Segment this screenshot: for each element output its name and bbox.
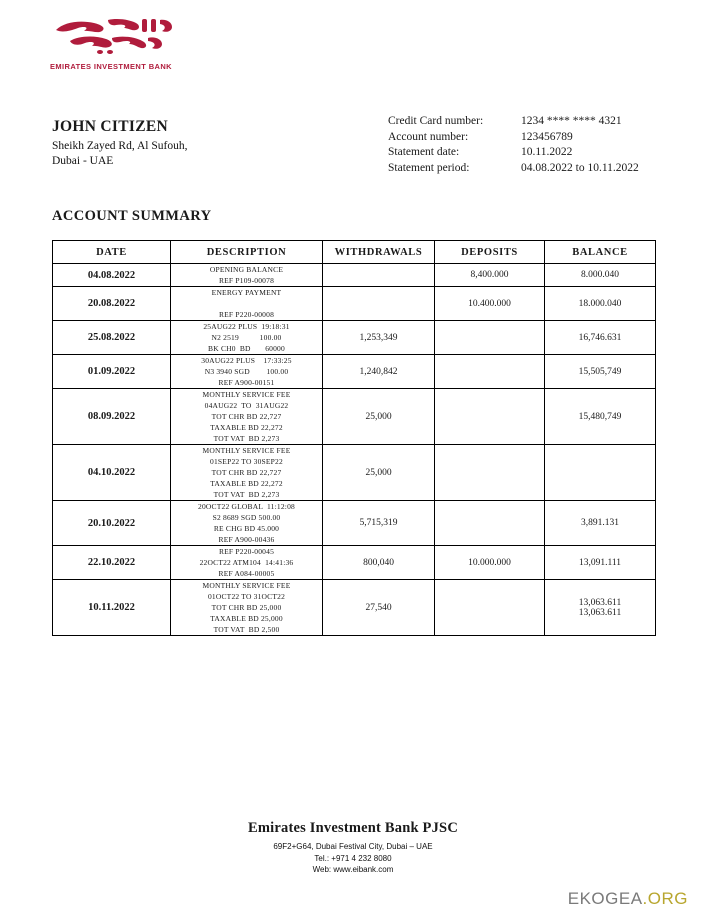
cell-description	[171, 580, 323, 636]
description-line: MONTHLY SERVICE FEE	[202, 581, 291, 590]
cell-date: 25.08.2022	[53, 321, 171, 355]
account-info-row	[388, 145, 678, 161]
cell-balance	[545, 287, 656, 321]
statement-table-wrapper	[52, 240, 655, 636]
cell-withdrawals	[323, 389, 435, 445]
cell-withdrawals	[323, 546, 435, 580]
footer-website: Web: www.eibank.com	[312, 865, 394, 874]
cell-withdrawals-value: 800,040	[363, 557, 394, 568]
description-line: TOT CHR BD 22,727	[211, 412, 282, 421]
cell-deposits-value: 10.400.000	[468, 298, 511, 309]
description-line: 01SEP22 TO 30SEP22	[210, 457, 283, 466]
description-line: MONTHLY SERVICE FEE	[202, 390, 291, 399]
cell-withdrawals-value: 25,000	[365, 411, 392, 422]
cell-withdrawals	[323, 501, 435, 546]
cell-withdrawals-value	[323, 270, 434, 280]
cell-date: 01.09.2022	[53, 355, 171, 389]
cell-balance	[545, 501, 656, 546]
cell-deposits	[435, 501, 545, 546]
customer-name: JOHN CITIZEN	[52, 118, 168, 135]
cell-deposits	[435, 355, 545, 389]
cell-deposits	[435, 287, 545, 321]
column-header-description: DESCRIPTION	[171, 241, 323, 264]
cell-date: 20.08.2022	[53, 287, 171, 321]
cell-date: 08.09.2022	[53, 389, 171, 445]
statement-table	[52, 240, 656, 636]
description-line: BK CH0 BD 60000	[208, 344, 285, 353]
description-line: REF P220-00008	[218, 310, 275, 319]
description-line: REF P109-00078	[218, 276, 275, 285]
table-row	[53, 264, 656, 287]
description-line: REF A900-00436	[218, 535, 275, 544]
cell-withdrawals	[323, 264, 435, 287]
description-line: TOT VAT BD 2,500	[213, 625, 280, 634]
cell-deposits	[435, 580, 545, 636]
column-header-date: DATE	[53, 241, 171, 264]
cell-deposits-value	[435, 333, 544, 343]
table-row	[53, 501, 656, 546]
cell-balance	[545, 389, 656, 445]
cell-withdrawals-value: 5,715,319	[359, 518, 398, 528]
arabic-calligraphy-logo	[50, 14, 175, 58]
page-title: ACCOUNT SUMMARY	[52, 208, 212, 224]
cell-balance-value: 13,063.611	[578, 597, 622, 608]
cell-balance-value: 13,091.111	[578, 557, 622, 568]
cell-balance-value	[545, 468, 655, 478]
footer-telephone: Tel.: +971 4 232 8080	[314, 853, 392, 863]
cell-description	[171, 264, 323, 287]
cell-deposits-value	[435, 468, 544, 478]
cell-deposits-value	[435, 412, 544, 422]
description-line: REF A084-00005	[218, 569, 275, 578]
cell-description	[171, 546, 323, 580]
table-row	[53, 546, 656, 580]
cell-withdrawals-value	[323, 299, 434, 309]
cell-withdrawals	[323, 321, 435, 355]
description-line: ENERGY PAYMENT	[211, 288, 282, 297]
cell-description	[171, 321, 323, 355]
cell-withdrawals	[323, 580, 435, 636]
description-line: 22OCT22 ATM104 14:41:36	[199, 558, 294, 567]
description-line: S2 8689 SGD 500.00	[212, 513, 281, 522]
cell-deposits-value	[435, 367, 544, 377]
cell-date: 04.10.2022	[53, 445, 171, 501]
cell-deposits-value	[435, 603, 544, 613]
description-line: OPENING BALANCE	[209, 265, 284, 274]
cell-balance-value: 15,480,749	[578, 411, 622, 422]
credit-card-number-label: Credit Card number:	[388, 115, 484, 127]
footer-address: 69F2+G64, Dubai Festival City, Dubai – UAE	[273, 842, 433, 851]
cell-withdrawals	[323, 445, 435, 501]
description-line: RE CHG BD 45.000	[213, 524, 280, 533]
description-line	[171, 298, 322, 309]
cell-description	[171, 355, 323, 389]
account-number-value: 123456789	[521, 130, 573, 143]
cell-balance	[545, 445, 656, 501]
description-line: TOT CHR BD 22,727	[211, 468, 282, 477]
table-row	[53, 355, 656, 389]
cell-deposits	[435, 264, 545, 287]
footer	[0, 820, 706, 876]
table-row	[53, 321, 656, 355]
cell-withdrawals	[323, 355, 435, 389]
table-row	[53, 287, 656, 321]
cell-withdrawals-value: 27,540	[365, 602, 392, 613]
table-row	[53, 445, 656, 501]
description-line: TOT CHR BD 25,000	[211, 603, 282, 612]
bank-logo-block	[50, 14, 250, 71]
cell-withdrawals-value: 25,000	[365, 467, 392, 478]
statement-date-label: Statement date:	[388, 146, 460, 158]
statement-date-value: 10.11.2022	[521, 146, 573, 158]
description-line: TAXABLE BD 25,000	[210, 614, 283, 623]
description-line: 04AUG22 TO 31AUG22	[204, 401, 289, 410]
cell-balance-value: 15,505,749	[578, 366, 622, 377]
cell-description	[171, 287, 323, 321]
cell-deposits	[435, 321, 545, 355]
account-info-block	[388, 114, 678, 176]
description-line: N2 2519 100.00	[211, 333, 282, 342]
cell-date: 04.08.2022	[53, 264, 171, 287]
description-line: TOT VAT BD 2,273	[213, 490, 280, 499]
table-row	[53, 389, 656, 445]
watermark	[568, 889, 688, 909]
cell-balance-value: 13,063.611	[578, 607, 622, 618]
watermark-main: EKOGEA	[567, 889, 643, 908]
cell-description	[171, 389, 323, 445]
description-line: 25AUG22 PLUS 19:18:31	[203, 322, 290, 331]
cell-balance-value: 3,891.131	[581, 518, 619, 528]
bank-logo-name: EMIRATES INVESTMENT BANK	[50, 62, 172, 71]
description-line: MONTHLY SERVICE FEE	[202, 446, 291, 455]
description-line: TAXABLE BD 22,272	[210, 479, 283, 488]
cell-date: 22.10.2022	[53, 546, 171, 580]
customer-address-line-2: Dubai - UAE	[52, 155, 114, 167]
description-line: TOT VAT BD 2,273	[213, 434, 280, 443]
cell-date: 20.10.2022	[53, 501, 171, 546]
cell-balance	[545, 355, 656, 389]
description-line: N3 3940 SGD 100.00	[204, 367, 289, 376]
cell-withdrawals	[323, 287, 435, 321]
account-info-row	[388, 114, 678, 130]
description-line: 20OCT22 GLOBAL 11:12:08	[198, 502, 295, 511]
cell-deposits-value	[435, 518, 544, 528]
column-header-withdrawals: WITHDRAWALS	[323, 241, 435, 264]
watermark-suffix: .ORG	[642, 889, 688, 908]
credit-card-number-value: 1234 **** **** 4321	[521, 115, 622, 127]
cell-description	[171, 445, 323, 501]
account-info-row	[388, 130, 678, 146]
account-number-label: Account number:	[388, 130, 469, 143]
description-line: REF P220-00045	[218, 547, 275, 556]
cell-balance-value: 8.000.040	[581, 270, 619, 280]
cell-balance	[545, 321, 656, 355]
cell-withdrawals-value: 1,253,349	[359, 332, 398, 343]
description-line: REF A900-00151	[218, 378, 275, 387]
cell-balance-value: 18.000.040	[578, 298, 622, 309]
table-header-row	[53, 241, 656, 264]
statement-period-value: 04.08.2022 to 10.11.2022	[521, 161, 639, 174]
customer-block	[52, 118, 352, 169]
cell-deposits	[435, 389, 545, 445]
cell-deposits	[435, 546, 545, 580]
column-header-deposits: DEPOSITS	[435, 241, 545, 264]
cell-deposits	[435, 445, 545, 501]
table-row	[53, 580, 656, 636]
cell-balance	[545, 546, 656, 580]
description-line: TAXABLE BD 22,272	[210, 423, 283, 432]
cell-deposits-value: 8,400.000	[470, 270, 509, 280]
cell-balance	[545, 264, 656, 287]
account-info-row	[388, 161, 678, 177]
column-header-balance: BALANCE	[545, 241, 656, 264]
statement-table-body	[53, 264, 656, 636]
cell-withdrawals-value: 1,240,842	[359, 366, 398, 377]
footer-bank-name: Emirates Investment Bank PJSC	[247, 820, 458, 836]
cell-balance	[545, 580, 656, 636]
customer-address-line-1: Sheikh Zayed Rd, Al Sufouh,	[52, 140, 188, 152]
cell-date: 10.11.2022	[53, 580, 171, 636]
cell-deposits-value: 10.000.000	[468, 557, 511, 568]
cell-balance-value: 16,746.631	[578, 332, 622, 343]
cell-description	[171, 501, 323, 546]
statement-period-label: Statement period:	[388, 161, 470, 174]
description-line: 01OCT22 TO 31OCT22	[207, 592, 286, 601]
description-line: 30AUG22 PLUS 17:33:25	[201, 356, 292, 365]
